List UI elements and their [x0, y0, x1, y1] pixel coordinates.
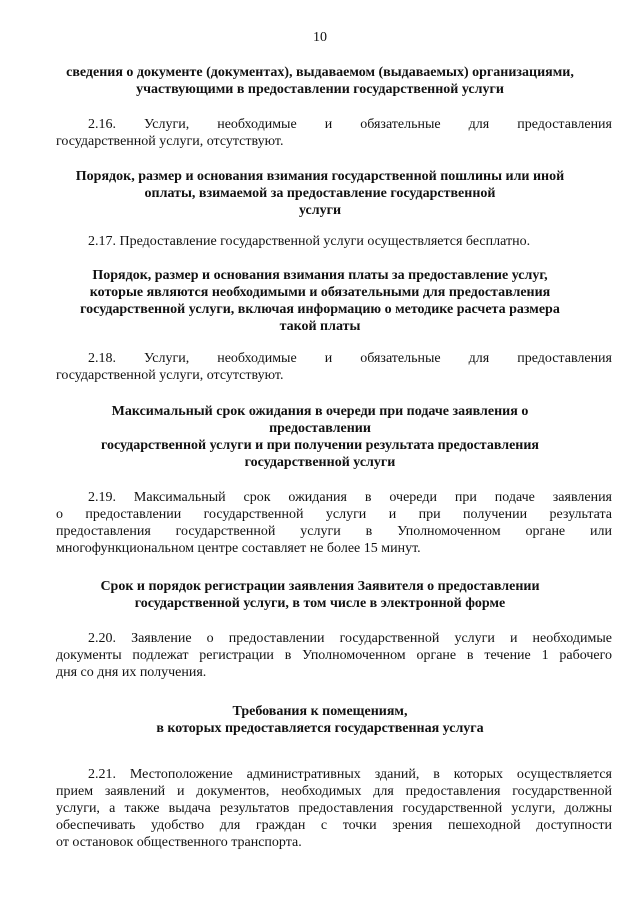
- heading-registration: [40, 578, 600, 612]
- paragraph-2-19-line-4: многофункциональном центре составляет не более 15 минут.: [56, 541, 421, 556]
- heading-wait-time-line-2: предоставлении: [269, 421, 371, 436]
- heading-wait-time-line-3: государственной услуги и при получении результата предоставления: [101, 438, 539, 453]
- paragraph-2-21-line-2: прием заявлений и документов, необходимых для предоставления государственной: [56, 784, 612, 799]
- heading-paid-services-line-3: государственной услуги, включая информацию о методике расчета размера: [80, 302, 560, 317]
- paragraph-2-20-line-2: документы подлежат регистрации в Уполномоченном органе в течение 1 рабочего: [56, 648, 612, 663]
- paragraph-2-21: [56, 766, 612, 851]
- paragraph-2-19: [56, 489, 612, 557]
- paragraph-2-20: [56, 630, 612, 681]
- paragraph-2-17-line-1: 2.17. Предоставление государственной услуги осуществляется бесплатно.: [88, 234, 531, 249]
- heading-intro-line-1: сведения о документе (документах), выдаваемом (выдаваемых) организациями,: [66, 65, 574, 80]
- heading-wait-time-line-4: государственной услуги: [244, 455, 396, 470]
- paragraph-2-18: [56, 350, 612, 384]
- paragraph-2-16: [56, 116, 612, 150]
- heading-premises-line-1: Требования к помещениям,: [232, 704, 408, 719]
- paragraph-2-17: [56, 233, 612, 250]
- paragraph-2-20-line-3: дня со дня их получения.: [56, 665, 207, 680]
- heading-intro: [40, 64, 600, 98]
- heading-fee-line-1: Порядок, размер и основания взимания государственной пошлины или иной: [75, 169, 565, 184]
- heading-paid-services-line-1: Порядок, размер и основания взимания платы за предоставление услуг,: [92, 268, 548, 283]
- heading-intro-line-2: участвующими в предоставлении государственной услуги: [136, 82, 504, 97]
- heading-paid-services-line-4: такой платы: [279, 319, 361, 334]
- heading-premises: [40, 703, 600, 737]
- heading-wait-time-line-1: Максимальный срок ожидания в очереди при подаче заявления о: [111, 404, 529, 419]
- page-number: 10: [313, 30, 327, 45]
- paragraph-2-19-line-1: 2.19. Максимальный срок ожидания в очереди при подаче заявления: [88, 490, 612, 505]
- heading-premises-line-2: в которых предоставляется государственная услуга: [156, 721, 484, 736]
- paragraph-2-16-line-2: государственной услуги, отсутствуют.: [56, 134, 284, 149]
- heading-registration-line-2: государственной услуги, в том числе в электронной форме: [134, 596, 506, 611]
- paragraph-2-20-line-1: 2.20. Заявление о предоставлении государственной услуги и необходимые: [88, 631, 612, 646]
- paragraph-2-18-line-1: 2.18. Услуги, необходимые и обязательные для предоставления: [88, 351, 612, 366]
- paragraph-2-21-line-4: обеспечивать удобство для граждан с точки зрения пешеходной доступности: [56, 818, 612, 833]
- paragraph-2-21-line-3: услуги, а также выдача результатов предоставления государственной услуги, должны: [56, 801, 612, 816]
- heading-paid-services: [40, 267, 600, 335]
- paragraph-2-19-line-2: о предоставлении государственной услуги и при получении результата: [56, 507, 612, 522]
- heading-fee: [40, 168, 600, 219]
- paragraph-2-19-line-3: предоставления государственной услуги в Уполномоченном органе или: [56, 524, 612, 539]
- paragraph-2-18-line-2: государственной услуги, отсутствуют.: [56, 368, 284, 383]
- paragraph-2-21-line-5: от остановок общественного транспорта.: [56, 835, 302, 850]
- heading-fee-line-2: оплаты, взимаемой за предоставление государственной: [144, 186, 496, 201]
- paragraph-2-21-line-1: 2.21. Местоположение административных зданий, в которых осуществляется: [88, 767, 612, 782]
- heading-fee-line-3: услуги: [298, 203, 342, 218]
- paragraph-2-16-line-1: 2.16. Услуги, необходимые и обязательные для предоставления: [88, 117, 612, 132]
- heading-paid-services-line-2: которые являются необходимыми и обязательными для предоставления: [89, 285, 551, 300]
- heading-wait-time: [40, 403, 600, 471]
- heading-registration-line-1: Срок и порядок регистрации заявления Заявителя о предоставлении: [100, 579, 540, 594]
